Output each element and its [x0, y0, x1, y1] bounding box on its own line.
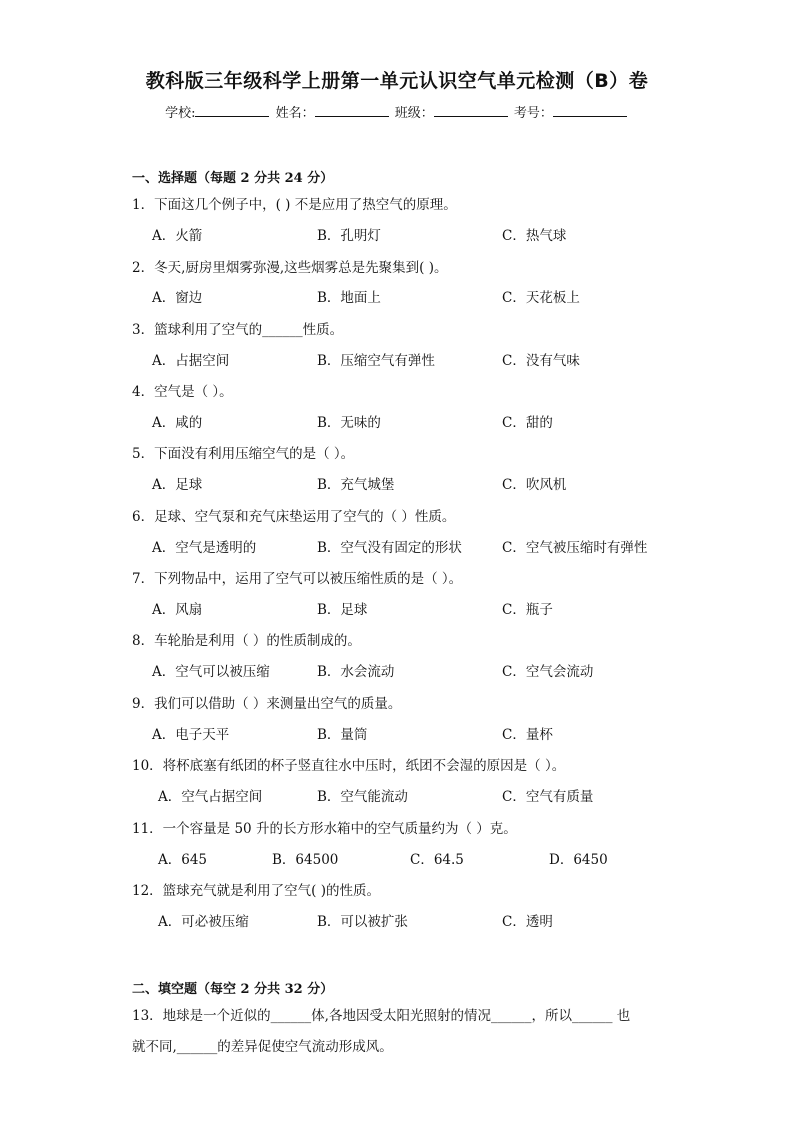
q5-option-c[interactable]: C．吹风机 [502, 477, 567, 493]
q3-option-b[interactable]: B．压缩空气有弹性 [317, 353, 435, 369]
name-label: 姓名： [275, 106, 315, 121]
q2-option-a[interactable]: A．窗边 [152, 290, 203, 306]
q11-option-d[interactable]: D．6450 [549, 852, 608, 868]
q3-option-a[interactable]: A．占据空间 [152, 353, 230, 369]
q9-option-a[interactable]: A．电子天平 [152, 727, 230, 743]
question-6: 6．足球、空气泵和充气床垫运用了空气的（ ）性质。 [132, 509, 456, 525]
class-blank[interactable] [434, 104, 508, 117]
name-blank[interactable] [315, 104, 389, 117]
q2-option-c[interactable]: C．天花板上 [502, 290, 580, 306]
class-label: 班级： [394, 106, 434, 121]
school-label: 学校: [165, 106, 196, 121]
q2-option-b[interactable]: B．地面上 [317, 290, 381, 306]
q1-option-a[interactable]: A．火箭 [152, 228, 203, 244]
question-10: 10．将杯底塞有纸团的杯子竖直往水中压时，纸团不会湿的原因是（ ）。 [132, 758, 566, 774]
q5-option-b[interactable]: B．充气城堡 [317, 477, 395, 493]
q1-option-c[interactable]: C．热气球 [502, 228, 567, 244]
q10-option-c[interactable]: C．空气有质量 [502, 789, 594, 805]
page-title: 教科版三年级科学上册第一单元认识空气单元检测（B）卷 [145, 70, 649, 92]
q12-option-c[interactable]: C．透明 [502, 914, 553, 930]
q7-option-b[interactable]: B．足球 [317, 602, 368, 618]
question-13-line-2: 就不同,______的差异促使空气流动形成风。 [132, 1039, 393, 1055]
q3-option-c[interactable]: C．没有气味 [502, 353, 580, 369]
q1-option-b[interactable]: B．孔明灯 [317, 228, 381, 244]
student-info-line [0, 102, 794, 121]
q12-option-a[interactable]: A．可必被压缩 [158, 914, 249, 930]
q8-option-c[interactable]: C．空气会流动 [502, 664, 594, 680]
exam-no-label: 考号： [513, 106, 553, 121]
q9-option-b[interactable]: B．量筒 [317, 727, 368, 743]
q12-option-b[interactable]: B．可以被扩张 [317, 914, 408, 930]
q6-option-c[interactable]: C．空气被压缩时有弹性 [502, 540, 648, 556]
question-1: 1．下面这几个例子中，( ) 不是应用了热空气的原理。 [132, 197, 457, 213]
question-8: 8．车轮胎是利用（ ）的性质制成的。 [132, 633, 361, 649]
q8-option-b[interactable]: B．水会流动 [317, 664, 395, 680]
q7-option-c[interactable]: C．瓶子 [502, 602, 553, 618]
q11-option-c[interactable]: C．64.5 [410, 852, 464, 868]
q5-option-a[interactable]: A．足球 [152, 477, 203, 493]
school-blank[interactable] [195, 104, 269, 117]
section-1-title: 一、选择题（每题 2 分共 24 分） [132, 171, 334, 186]
q10-option-a[interactable]: A．空气占据空间 [158, 789, 263, 805]
question-4: 4．空气是（ ）。 [132, 384, 233, 400]
q11-option-b[interactable]: B．64500 [272, 852, 339, 868]
question-7: 7．下列物品中，运用了空气可以被压缩性质的是（ ）。 [132, 571, 463, 587]
q7-option-a[interactable]: A．风扇 [152, 602, 203, 618]
q10-option-b[interactable]: B．空气能流动 [317, 789, 408, 805]
q4-option-a[interactable]: A．咸的 [152, 415, 203, 431]
q6-option-a[interactable]: A．空气是透明的 [152, 540, 257, 556]
question-3: 3．篮球利用了空气的______性质。 [132, 322, 344, 338]
question-2: 2．冬天,厨房里烟雾弥漫,这些烟雾总是先聚集到( )。 [132, 260, 448, 276]
section-2-title: 二、填空题（每空 2 分共 32 分） [132, 982, 334, 997]
question-13-line-1: 13．地球是一个近似的______体,各地因受太阳光照射的情况______，所以______ 也 [132, 1008, 631, 1024]
q9-option-c[interactable]: C．量杯 [502, 727, 553, 743]
question-11: 11．一个容量是 50 升的长方形水箱中的空气质量约为（ ）克。 [132, 821, 517, 837]
question-5: 5．下面没有利用压缩空气的是（ ）。 [132, 446, 355, 462]
q6-option-b[interactable]: B．空气没有固定的形状 [317, 540, 462, 556]
question-12: 12．篮球充气就是利用了空气( )的性质。 [132, 883, 381, 899]
q4-option-c[interactable]: C．甜的 [502, 415, 553, 431]
question-9: 9．我们可以借助（ ）来测量出空气的质量。 [132, 696, 402, 712]
q11-option-a[interactable]: A．645 [158, 852, 208, 868]
q4-option-b[interactable]: B．无味的 [317, 415, 381, 431]
q8-option-a[interactable]: A．空气可以被压缩 [152, 664, 270, 680]
exam-no-blank[interactable] [553, 104, 627, 117]
